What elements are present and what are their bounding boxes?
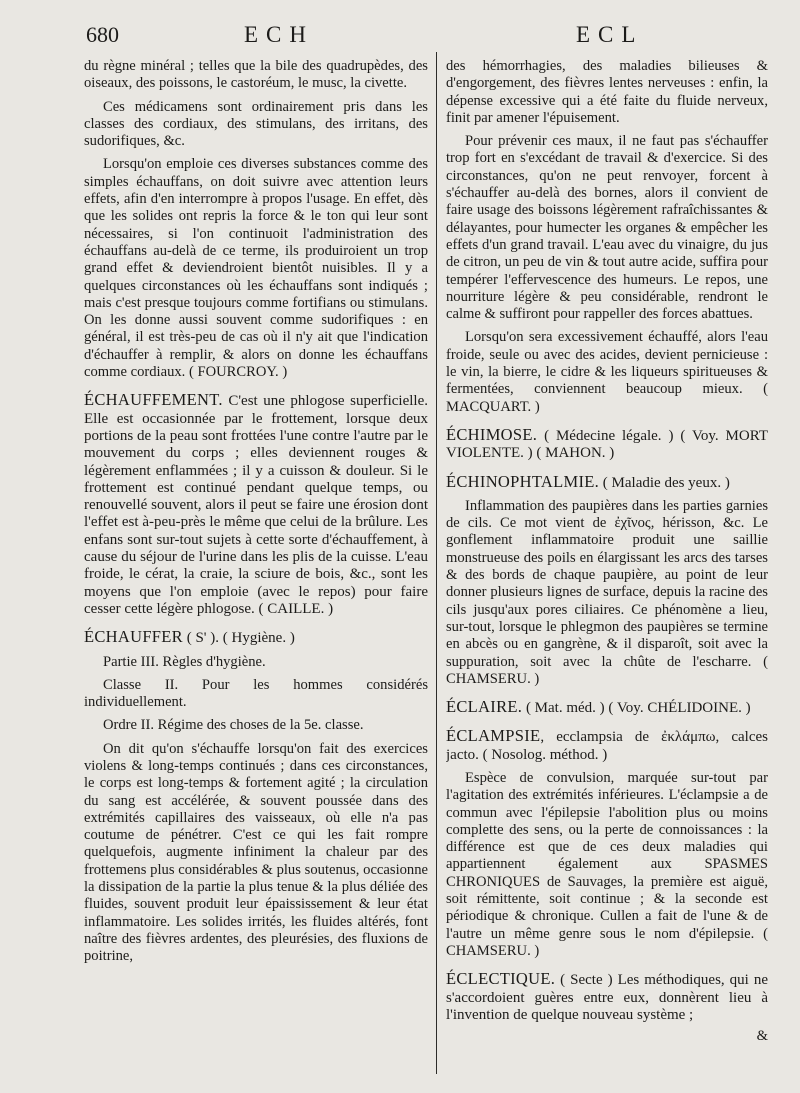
paragraph: Ordre II. Régime des choses de la 5e. classe.: [102, 717, 364, 734]
entry-text: ( Secte ) Les méthodiques, qui ne s'accordoient guères entre eux, donnèrent lieu à l'invention de quelque nouveau système ;: [446, 972, 768, 1023]
entry-headword: ÉCHINOPHTALMIE.: [446, 471, 600, 491]
paragraph: des hémorrhagies, des maladies bilieuses & d'engorgement, des fièvres lentes nerveuses : enfin, la dépense excessive qui a été faite du fluide nerveux, finit par amener l'épuisement.: [446, 58, 768, 126]
paragraph: Classe II. Pour les hommes considérés individuellement.: [84, 676, 428, 711]
dictionary-entry: [84, 391, 428, 618]
left-column: [84, 58, 428, 1075]
entry-headword: ÉCLECTIQUE.: [446, 969, 556, 989]
running-header: [0, 20, 800, 54]
entry-text: ( S' ). ( Hygiène. ): [182, 630, 295, 647]
dictionary-entry: [446, 473, 768, 492]
paragraph: Espèce de convulsion, marquée sur-tout par l'agitation des extrémités inférieures. L'éclampsie a de commun avec l'épilepsie l'abolition plus ou moins complette des sens, ou la perte de connoissances : la différence est que de ces deux maladies qui appartiennent également aux SPASMES CHRONIQUES de Sauvages, la première est aiguë, soit rémittente, soit continue ; & la seconde est périodique & chronique. Cullen a fait de l'une & de l'autre un même genre sous le nom d'épilepsie. ( CHAMSERU. ): [446, 769, 768, 959]
paragraph: On dit qu'on s'échauffe lorsqu'on fait des exercices violens & long-temps continués ; dans ces circonstances, le corps est long-temps & fortement agité ; la circulation du sang est accélérée, & souvent poussée dans des extrémités capillaires des vaisseaux, où elle n'a pas coutume de pénétrer. C'est ce qui les fait rompre quelquefois, augmente infiniment la chaleur par des frottemens plus considérables & plus soutenus, occasionne la dissipation de la partie la plus tenue & la plus déliée des fluides, souvent produit leur épaississement & leur état inflammatoire. Les solides irrités, les fluides altérés, font naître des fièvres ardentes, des pleurésies, des fluxions de poitrine,: [84, 740, 428, 965]
entry-text: , ecclampsia de ἐκλάμπω, calces jacto. ( Nosolog. méthod. ): [446, 729, 768, 763]
right-column: [446, 58, 768, 1075]
page-number: 680: [86, 22, 119, 47]
dictionary-entry: [446, 727, 768, 764]
paragraph: Inflammation des paupières dans les parties garnies de cils. Ce mot vient de ἐχῖνος, hérisson, &c. Le gonflement inflammatoire produit une saillie monstrueuse des poils en élargissant les arcs des tarses & des bords de chaque paupière, au point de leur donner plusieurs lignes de surface, depuis la racine des cils jusqu'aux pores ciliaires. Ce phénomène a lieu, sur-tout, lorsque le phlegmon des paupières se termine en abcès ou en gangrène, & il disparoît, soit avec la suppuration, soit avec la chûte de l'escharre. ( CHAMSERU. ): [446, 497, 768, 687]
catchword: &: [756, 1028, 768, 1045]
paragraph: Lorsqu'on emploie ces diverses substances comme des simples échauffans, on doit suivre avec attention leurs effets, afin d'en interrompre à propos l'usage. En effet, dès que les solides ont repris la force & le ton qui leur sont nécessaires, si l'on continuoit l'administration des échauffans au-delà de ce terme, ils produiroient un trop grand effet & deviendroient bientôt nuisibles. Il y a quelques circonstances où les échauffans sont indiqués ; mais c'est presque toujours comme fortifians ou stimulans. On les donne aussi souvent comme sudorifiques : en général, il est très-peu de cas où il n'y ait que l'indication d'échauffer à remplir, & alors on donne les échauffans comme cordiaux. ( FOURCROY. ): [84, 156, 428, 381]
paragraph: Ces médicamens sont ordinairement pris dans les classes des cordiaux, des stimulans, des irritans, des sudorifiques, &c.: [84, 98, 428, 150]
dictionary-entry: [446, 970, 768, 1024]
entry-text: C'est une phlogose superficielle. Elle est occasionnée par le frottement, lorsque deux portions de la peau sont frottées l'une contre l'autre par le mouvement du corps ; elles deviennent rouges & légèrement enflammées ; il y a cuisson & douleur. Si le frottement est continué pendant quelque temps, ou renouvellé souvent, alors il peut se faire une érosion dont l'effet est à-peu-près le même que celui de la brûlure. Les enfans sont sur-tout sujets à cette sorte d'échauffement, à cause du séjour de l'urine dans les plis de la cuisse. L'eau froide, le cérat, la craie, la sciure de bois, &c., sont les moyens que l'on emploie (avec le repos) pour faire cesser cette légère phlogose. ( CAILLE. ): [84, 393, 428, 617]
column-rule: [436, 52, 437, 1074]
paragraph: Pour prévenir ces maux, il ne faut pas s'échauffer trop fort en s'excédant de travail & d'exercice. Si des circonstances, qu'on ne peut renvoyer, forcent à s'échauffer au-delà des bornes, alors il convient de faire usage des boissons légèrement rafraîchissantes & délayantes, pour humecter les organes & empêcher les effets d'un grand travail. L'eau avec du vinaigre, du jus de citron, un peu de vin & tout autre acide, suffira pour tempérer l'effervescence des humeurs. Le repos, une nourriture légère & peu considérable, rendront le calme & suffiront pour rappeller des forces abattues.: [446, 133, 768, 323]
paragraph: du règne minéral ; telles que la bile des quadrupèdes, des oiseaux, des poissons, le castoréum, le musc, la civette.: [84, 58, 428, 92]
dictionary-entry: [84, 628, 428, 647]
paragraph: Lorsqu'on sera excessivement échauffé, alors l'eau froide, seule ou avec des acides, devient pernicieuse : le vin, la bierre, le cidre & les liqueurs spiritueuses & fermentées, conviennent beaucoup mieux. ( MACQUART. ): [446, 329, 768, 415]
dictionary-entry: [446, 426, 768, 463]
right-running-head: ECL: [576, 22, 644, 47]
entry-text: ( Mat. méd. ) ( Voy. CHÉLIDOINE. ): [522, 700, 751, 717]
entry-headword: ÉCHAUFFER: [84, 627, 183, 647]
dictionary-entry: [446, 698, 768, 717]
entry-headword: ÉCHIMOSE.: [446, 424, 538, 444]
entry-headword: ÉCLAMPSIE: [446, 726, 541, 746]
entry-headword: ÉCHAUFFEMENT.: [84, 390, 223, 410]
entry-text: ( Maladie des yeux. ): [599, 474, 730, 491]
entry-headword: ÉCLAIRE.: [446, 697, 523, 717]
paragraph: Partie III. Règles d'hygiène.: [102, 653, 266, 670]
left-running-head: ECH: [244, 22, 314, 47]
entry-text: ( Médecine légale. ) ( Voy. MORT VIOLENTE. ) ( MAHON. ): [446, 427, 768, 462]
